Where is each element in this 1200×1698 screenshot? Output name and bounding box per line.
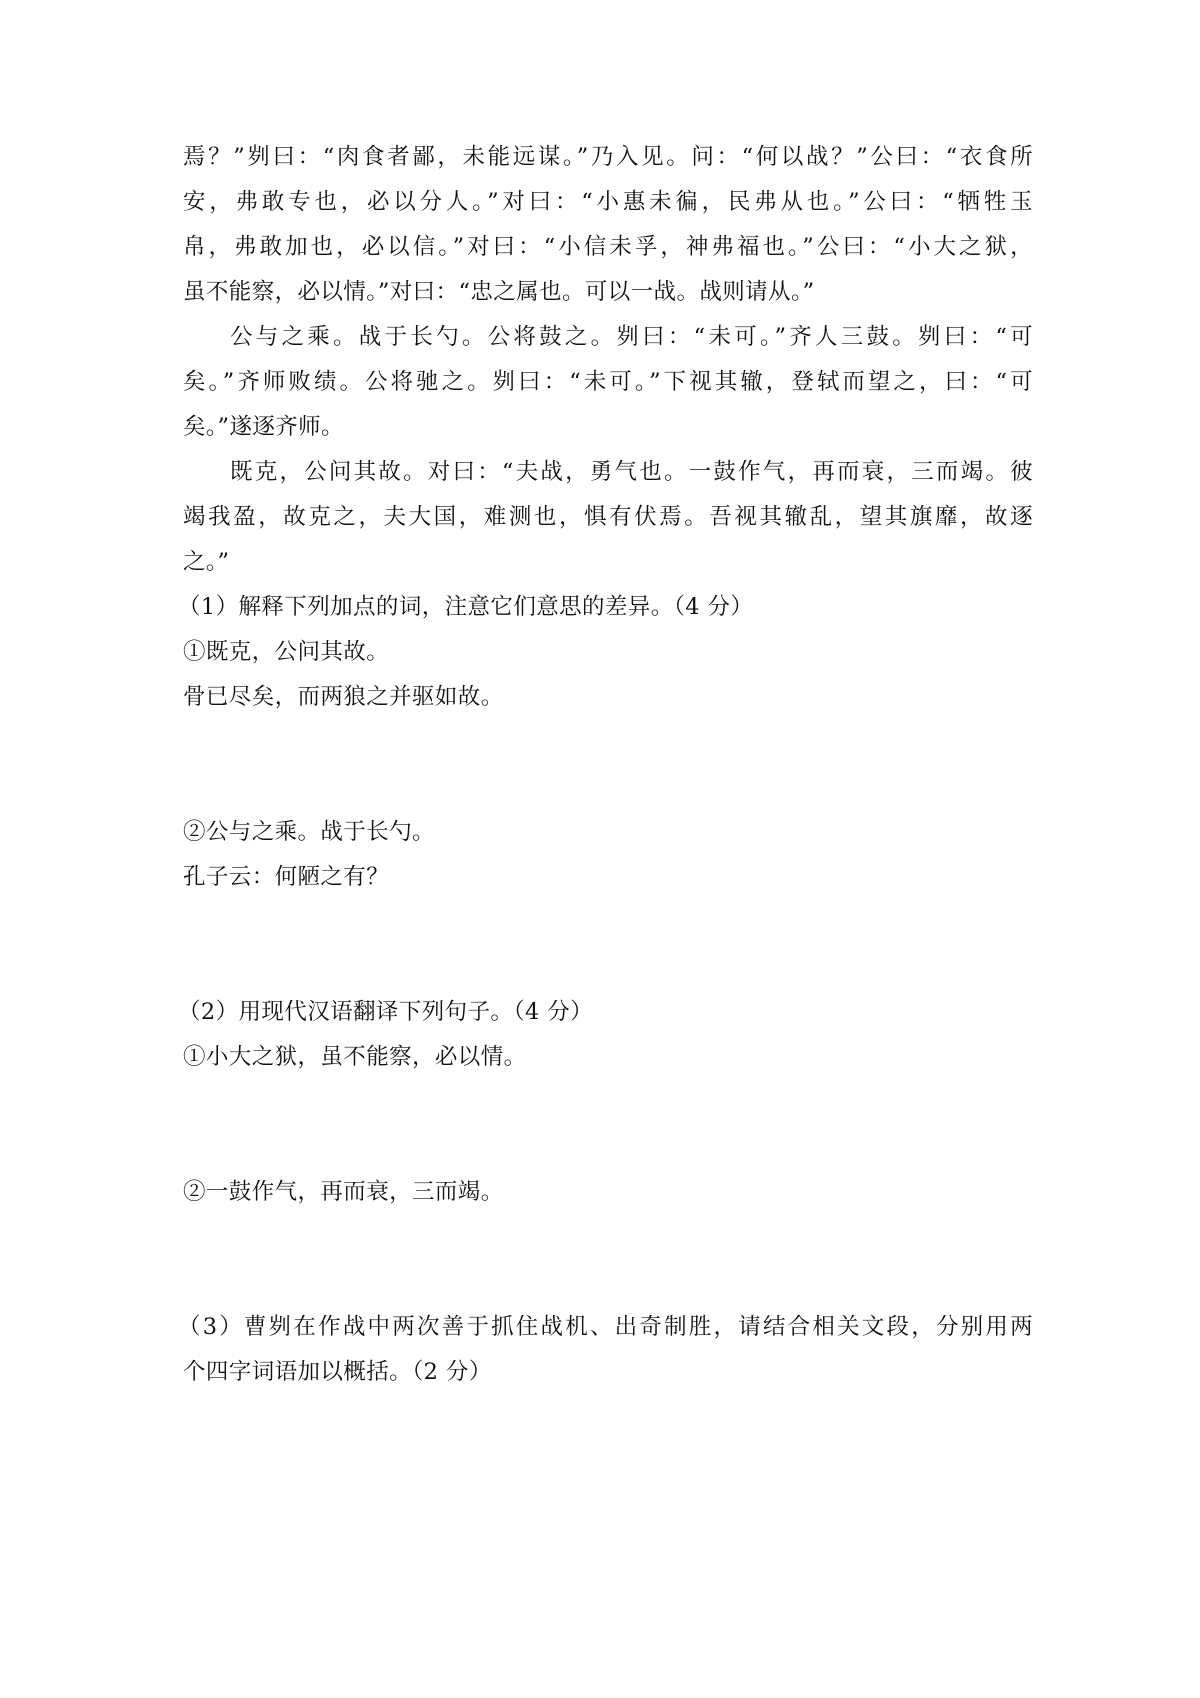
passage-line: 安，弗敢专也，必以分人。”对曰：“小惠未徧，民弗从也。”公曰：“牺牲玉: [183, 189, 1033, 215]
passage-line: 虽不能察，必以情。”对曰：“忠之属也。可以一战。战则请从。”: [183, 279, 815, 305]
passage-line: 矣。”遂逐齐师。: [183, 414, 344, 440]
passage-line: 帛，弗敢加也，必以信。”对曰：“小信未孚，神弗福也。”公曰：“小大之狱，: [183, 234, 1033, 260]
passage-line: 焉？”刿曰：“肉食者鄙，未能远谋。”乃入见。问：“何以战？”公曰：“衣食所: [183, 144, 1033, 170]
question-3-title-line-2: 个四字词语加以概括。（2 分）: [183, 1359, 492, 1385]
question-2-item-1: ①小大之狱，虽不能察，必以情。: [183, 1044, 527, 1070]
question-1-title: （1）解释下列加点的词，注意它们意思的差异。（4 分）: [178, 594, 754, 620]
question-1-item-1b: 骨已尽矣，而两狼之并驱如故。: [183, 684, 504, 710]
question-1-item-2b: 孔子云：何陋之有？: [183, 864, 390, 890]
question-3-title-line-1: （3）曹刿在作战中两次善于抓住战机、出奇制胜，请结合相关文段，分别用两: [178, 1314, 1033, 1340]
passage-line: 矣。”齐师败绩。公将驰之。刿曰：“未可。”下视其辙，登轼而望之，曰：“可: [183, 369, 1033, 395]
passage-line: 既克，公问其故。对曰：“夫战，勇气也。一鼓作气，再而衰，三而竭。彼: [230, 459, 1033, 485]
passage-line: 公与之乘。战于长勺。公将鼓之。刿曰：“未可。”齐人三鼓。刿曰：“可: [230, 324, 1033, 350]
question-2-title: （2）用现代汉语翻译下列句子。（4 分）: [178, 999, 594, 1025]
passage-line: 竭我盈，故克之，夫大国，难测也，惧有伏焉。吾视其辙乱，望其旗靡，故逐: [183, 504, 1033, 530]
question-1-item-2a: ②公与之乘。战于长勺。: [183, 819, 435, 845]
question-2-item-2: ②一鼓作气，再而衰，三而竭。: [183, 1179, 504, 1205]
passage-line: 之。”: [183, 549, 230, 575]
question-1-item-1a: ①既克，公问其故。: [183, 639, 390, 665]
